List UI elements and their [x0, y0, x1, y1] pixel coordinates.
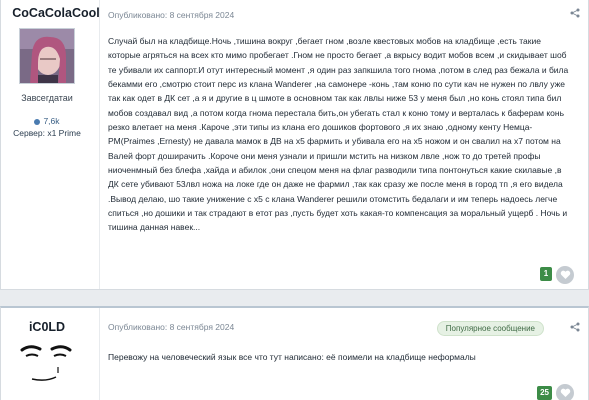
reputation-value: 7,6k [43, 116, 60, 126]
share-icon[interactable] [570, 322, 580, 332]
author-rank: Завсегдатаи [21, 93, 73, 103]
author-avatar[interactable] [19, 28, 75, 84]
post-body: Случай был на кладбище.Ночь ,тишина вокруг ,бегает гном ,возле квестовых мобов на кладбище ,есть такие которые агряться на всех кто мимо пробегает .Гном не просто бегает ,а вкрысу водит мобов всем ,и скидывает шоб те убивали их саппорт.И отут интересный момент ,я один раз запкшила того гнома ,потом в след раз бежала и била бекамми его ,смотрю стоит перс из клана Wanderer ,на самонере -конь ,там коню по сути кач не нужен по лвлу уже так как одет в ДК сет ,а я и другие в ц шмоте в основном так как лвлы ниже 53 у меня был ,но конь стоял типа бил мобов создавал вид ,а потом когда гнома перестала бить,он убегать стал к коню тому и верталась к баферам конь резко влетает на меня .Карочe ,эти типы из клана его дошиков фортового ,я их знаю ,одному кенту Немца- PM(Praimes ,Ernesty) не давала мамок в ДВ на x5 фармить и убивала его на x5 ножом и он свалил на x7 потом на Валей форт доширачить .Короче они меня узнали и пришли мстить на низком лвле ,нож то до третей профы ниоченмный без блефа ,хайда и абилок ,они спецом меня на флаг разводили типа понтонуться какие скилавые ,в ДК сете убивают 53лвл ножа на локе где он даже не фармил ,так как сразу же после меня в город тп ,я его видела .Вывод делаю, шо такие унижение с x5 с клана Wanderer решили отомстить бедалаги и им теперь надоесь легче спиться ,но дошики и так страдают в етот раз ,пусть будет хоть какая-то компенсация за моральный ущерб . Ночь и тишина данная навек... [108, 36, 569, 233]
heart-icon [560, 270, 571, 280]
reputation-dot-icon [34, 119, 40, 125]
post-content [99, 0, 588, 289]
avatar-image [20, 29, 75, 84]
author-reputation [1, 116, 93, 126]
post-date[interactable]: Опубликовано: 8 сентября 2024 [108, 10, 235, 20]
popular-badge: Популярное сообщение [437, 321, 544, 336]
post-body: Перевожу на человеческий язык все что тут написано: её поимели на кладбище неформалы [108, 352, 476, 362]
author-avatar-face[interactable] [18, 340, 74, 384]
author-name-link[interactable]: CoCaColaCool [12, 6, 100, 20]
share-icon[interactable] [570, 8, 580, 18]
post-2 [0, 306, 589, 400]
reputation-count[interactable]: 25 [537, 386, 552, 400]
like-button[interactable] [556, 384, 574, 400]
heart-icon [560, 388, 571, 398]
reputation-count[interactable]: 1 [540, 267, 552, 281]
like-button[interactable] [556, 266, 574, 284]
post-date[interactable]: Опубликовано: 8 сентября 2024 [108, 322, 235, 332]
author-server: Сервер: x1 Prime [13, 128, 81, 138]
post-content [99, 308, 588, 400]
author-name-link[interactable]: iC0LD [28, 320, 66, 334]
